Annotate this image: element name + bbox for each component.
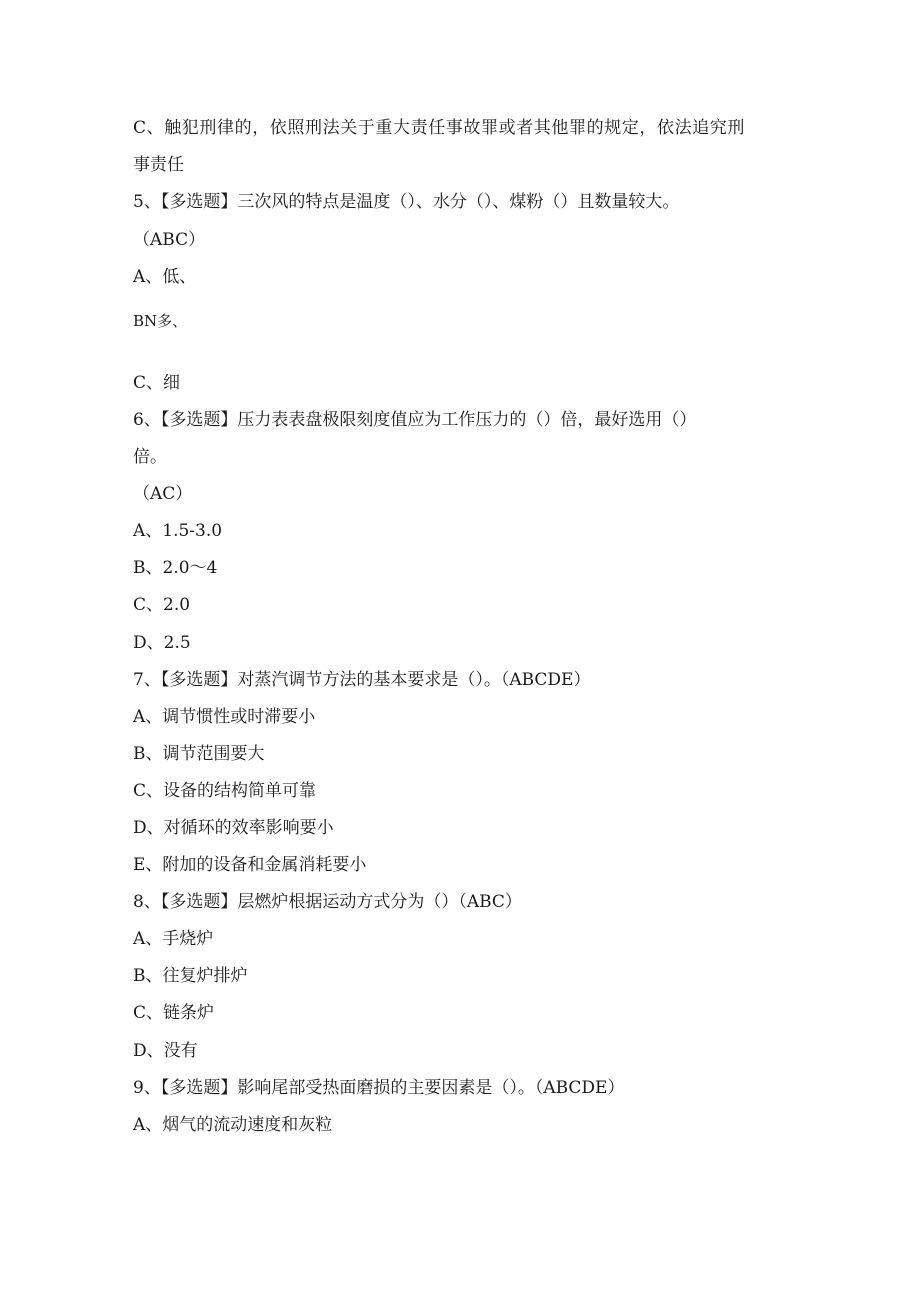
question-8-option-c: C、链条炉 bbox=[133, 1003, 215, 1023]
question-8-option-b: B、往复炉排炉 bbox=[133, 966, 248, 986]
option-c-text-continued: 事责任 bbox=[133, 155, 184, 175]
question-5-option-a: A、低、 bbox=[133, 267, 197, 287]
question-6-option-b: B、2.0～4 bbox=[133, 558, 218, 578]
question-7-option-d: D、对循环的效率影响要小 bbox=[133, 818, 334, 838]
question-5-option-c: C、细 bbox=[133, 373, 181, 393]
question-7-stem: 7、【多选题】对蒸汽调节方法的基本要求是（）。（ABCDE） bbox=[133, 670, 591, 690]
question-9-option-a: A、烟气的流动速度和灰粒 bbox=[133, 1115, 333, 1135]
question-7-option-b: B、调节范围要大 bbox=[133, 744, 265, 764]
question-6-option-c: C、2.0 bbox=[133, 595, 191, 615]
question-6-option-a: A、1.5-3.0 bbox=[133, 521, 223, 541]
question-6-option-d: D、2.5 bbox=[133, 633, 191, 653]
question-5-answer: （ABC） bbox=[133, 230, 206, 250]
question-8-stem: 8、【多选题】层燃炉根据运动方式分为（）（ABC） bbox=[133, 892, 522, 912]
question-7-option-a: A、调节惯性或时滞要小 bbox=[133, 707, 316, 727]
question-8-option-a: A、手烧炉 bbox=[133, 929, 214, 949]
question-5-stem: 5、【多选题】三次风的特点是温度（）、水分（）、煤粉（）且数量较大。 bbox=[133, 192, 680, 212]
question-7-option-c: C、设备的结构简单可靠 bbox=[133, 781, 317, 801]
question-9-stem: 9、【多选题】影响尾部受热面磨损的主要因素是（）。（ABCDE） bbox=[133, 1078, 625, 1098]
question-6-stem-continued: 倍。 bbox=[133, 447, 167, 467]
question-6-stem: 6、【多选题】压力表表盘极限刻度值应为工作压力的（）倍，最好选用（） bbox=[133, 410, 697, 430]
question-7-option-e: E、附加的设备和金属消耗要小 bbox=[133, 855, 367, 875]
question-6-answer: （AC） bbox=[133, 484, 193, 504]
question-8-option-d: D、没有 bbox=[133, 1041, 198, 1061]
question-5-option-b: BN多、 bbox=[133, 312, 188, 330]
option-c-text: C、触犯刑律的，依照刑法关于重大责任事故罪或者其他罪的规定，依法追究刑 bbox=[133, 118, 746, 138]
